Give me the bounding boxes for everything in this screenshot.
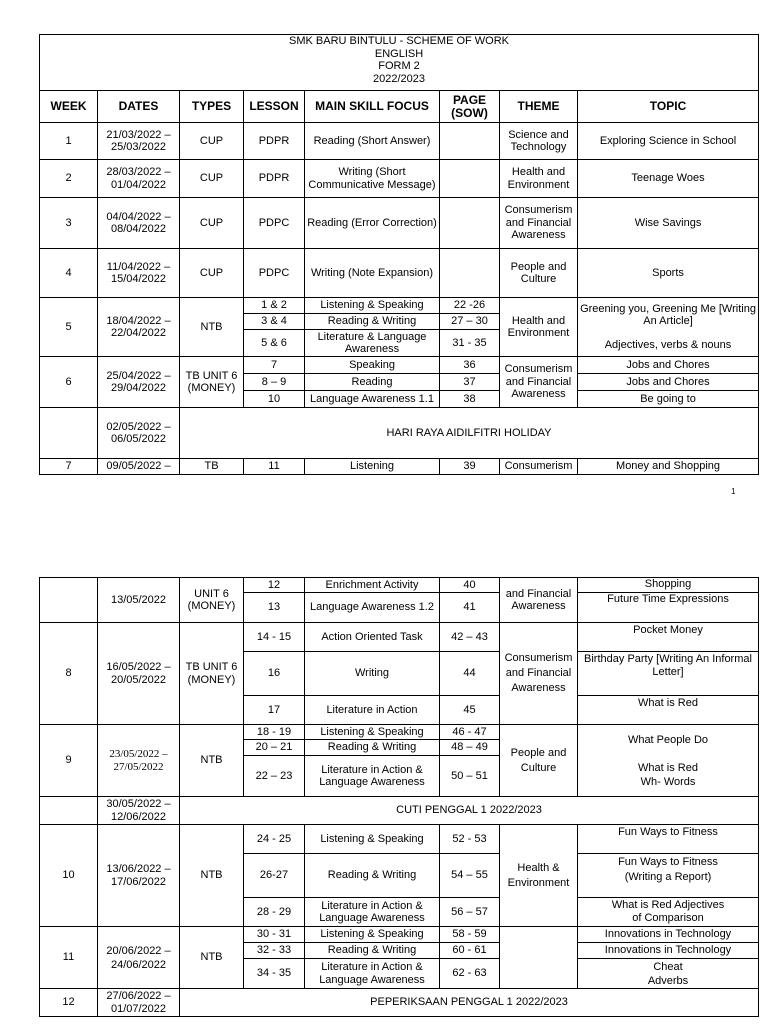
week-dates: 28/03/2022 – 01/04/2022 xyxy=(98,160,180,198)
sow-page: 60 - 61 xyxy=(440,943,500,959)
theme: Health & Environment xyxy=(500,825,578,927)
holiday-label: HARI RAYA AIDILFITRI HOLIDAY xyxy=(180,408,759,459)
lesson-type: CUP xyxy=(180,198,244,249)
lesson-number: 17 xyxy=(244,696,305,725)
lesson-type: NTB xyxy=(180,927,244,989)
topic-line: Adjectives, verbs & nouns xyxy=(604,338,732,351)
sow-page: 37 xyxy=(440,374,500,391)
theme: Consumerism and Financial Awareness xyxy=(500,623,578,725)
lesson-type: NTB xyxy=(180,725,244,797)
week-dates: 04/04/2022 – 08/04/2022 xyxy=(98,198,180,249)
week-number: 4 xyxy=(40,249,98,298)
sow-page: 27 – 30 xyxy=(440,314,500,330)
lesson-number: 12 xyxy=(244,578,305,593)
week-number xyxy=(40,797,98,825)
table-row xyxy=(40,578,759,593)
skill-focus: Writing (Short Communicative Message) xyxy=(305,160,440,198)
lesson-number: 3 & 4 xyxy=(244,314,305,330)
week-dates: 25/04/2022 – 29/04/2022 xyxy=(98,357,180,408)
table-row xyxy=(40,725,759,740)
week-dates: 13/05/2022 xyxy=(98,578,180,623)
week-number: 5 xyxy=(40,298,98,357)
lesson-number: 32 - 33 xyxy=(244,943,305,959)
skill-focus: Literature in Action xyxy=(305,696,440,725)
header-skill: MAIN SKILL FOCUS xyxy=(305,91,440,123)
sow-page: 56 – 57 xyxy=(440,898,500,927)
week-number: 12 xyxy=(40,989,98,1017)
sow-page: 40 xyxy=(440,578,500,593)
table-row xyxy=(40,825,759,854)
title-school: SMK BARU BINTULU - SCHEME OF WORK xyxy=(289,35,510,47)
table-row xyxy=(40,160,759,198)
theme: Science and Technology xyxy=(500,123,578,160)
sow-page: 45 xyxy=(440,696,500,725)
sow-page: 46 - 47 xyxy=(440,725,500,740)
sow-page: 36 xyxy=(440,357,500,374)
topic: Innovations in Technology xyxy=(578,927,759,943)
topic-line: What is Red xyxy=(638,761,698,774)
lesson-number: 16 xyxy=(244,652,305,696)
lesson-number: 28 - 29 xyxy=(244,898,305,927)
topic-line: Cheat xyxy=(653,960,683,973)
topic: Innovations in Technology xyxy=(578,943,759,959)
topic-line: What People Do xyxy=(627,733,709,746)
topic xyxy=(578,959,759,989)
sow-page: 22 -26 xyxy=(440,298,500,314)
theme: and Financial Awareness xyxy=(500,578,578,623)
skill-focus: Enrichment Activity xyxy=(305,578,440,593)
week-number: 11 xyxy=(40,927,98,989)
week-number: 3 xyxy=(40,198,98,249)
week-dates: 02/05/2022 – 06/05/2022 xyxy=(98,408,180,459)
skill-focus: Reading (Short Answer) xyxy=(305,123,440,160)
topic: What is Red Adjectives of Comparison xyxy=(578,898,759,927)
skill-focus: Literature & Language Awareness xyxy=(305,330,440,357)
theme: Consumerism xyxy=(500,459,578,475)
holiday-label: CUTI PENGGAL 1 2022/2023 xyxy=(180,797,759,825)
lesson-number: 24 - 25 xyxy=(244,825,305,854)
lesson-number: PDPR xyxy=(244,123,305,160)
week-dates: 11/04/2022 – 15/04/2022 xyxy=(98,249,180,298)
table-row xyxy=(40,249,759,298)
skill-focus: Language Awareness 1.1 xyxy=(305,391,440,408)
table-row xyxy=(40,298,759,314)
topic-line: Adverbs xyxy=(647,974,689,987)
topic: Pocket Money xyxy=(578,623,759,652)
title-subject: ENGLISH xyxy=(374,47,424,60)
lesson-number: 18 - 19 xyxy=(244,725,305,740)
lesson-type: NTB xyxy=(180,298,244,357)
topic: Birthday Party [Writing An Informal Letter] xyxy=(578,652,759,696)
skill-focus: Language Awareness 1.2 xyxy=(305,593,440,623)
topic: Fun Ways to Fitness (Writing a Report) xyxy=(578,854,759,898)
header-page: PAGE (SOW) xyxy=(440,91,500,123)
lesson-number: 11 xyxy=(244,459,305,475)
week-number: 10 xyxy=(40,825,98,927)
topic: Jobs and Chores xyxy=(578,357,759,374)
skill-focus: Literature in Action & Language Awareness xyxy=(305,898,440,927)
lesson-number: 34 - 35 xyxy=(244,959,305,989)
week-dates: 13/06/2022 – 17/06/2022 xyxy=(98,825,180,927)
sow-page: 41 xyxy=(440,593,500,623)
theme: People and Culture xyxy=(500,249,578,298)
scheme-table-page-1 xyxy=(39,34,759,475)
topic xyxy=(578,725,759,797)
skill-focus: Listening xyxy=(305,459,440,475)
header-week: WEEK xyxy=(40,91,98,123)
week-number: 1 xyxy=(40,123,98,160)
week-number: 2 xyxy=(40,160,98,198)
lesson-number: 20 – 21 xyxy=(244,740,305,756)
week-number: 9 xyxy=(40,725,98,797)
lesson-number: 1 & 2 xyxy=(244,298,305,314)
lesson-type: NTB xyxy=(180,825,244,927)
skill-focus: Reading & Writing xyxy=(305,854,440,898)
lesson-number: 10 xyxy=(244,391,305,408)
table-row xyxy=(40,459,759,475)
skill-focus: Literature in Action & Language Awareness xyxy=(305,756,440,797)
topic: Exploring Science in School xyxy=(578,123,759,160)
topic xyxy=(578,298,759,357)
lesson-type: UNIT 6 (MONEY) xyxy=(180,578,244,623)
exam-label: PEPERIKSAAN PENGGAL 1 2022/2023 xyxy=(180,989,759,1017)
table-row xyxy=(40,198,759,249)
sow-page: 50 – 51 xyxy=(440,756,500,797)
topic: Teenage Woes xyxy=(578,160,759,198)
sow-page: 38 xyxy=(440,391,500,408)
week-number: 6 xyxy=(40,357,98,408)
week-dates: 20/06/2022 – 24/06/2022 xyxy=(98,927,180,989)
scheme-table-page-2 xyxy=(39,577,759,1017)
theme: People and Culture xyxy=(500,725,578,797)
lesson-number: PDPR xyxy=(244,160,305,198)
lesson-number: 5 & 6 xyxy=(244,330,305,357)
sow-page xyxy=(440,123,500,160)
lesson-type: TB UNIT 6 (MONEY) xyxy=(180,357,244,408)
lesson-number: 7 xyxy=(244,357,305,374)
table-row xyxy=(40,357,759,374)
header-lesson: LESSON xyxy=(244,91,305,123)
sow-page xyxy=(440,249,500,298)
week-dates: 09/05/2022 – xyxy=(98,459,180,475)
title-form: FORM 2 xyxy=(378,60,420,72)
sow-page xyxy=(440,160,500,198)
skill-focus: Action Oriented Task xyxy=(305,623,440,652)
week-dates: 30/05/2022 – 12/06/2022 xyxy=(98,797,180,825)
theme: Consumerism and Financial Awareness xyxy=(500,198,578,249)
theme xyxy=(500,927,578,989)
topic: Future Time Expressions xyxy=(578,593,759,623)
week-dates: 27/06/2022 – 01/07/2022 xyxy=(98,989,180,1017)
sow-page: 52 - 53 xyxy=(440,825,500,854)
header-types: TYPES xyxy=(180,91,244,123)
lesson-number: 22 – 23 xyxy=(244,756,305,797)
skill-focus: Listening & Speaking xyxy=(305,825,440,854)
holiday-row xyxy=(40,408,759,459)
topic: Sports xyxy=(578,249,759,298)
week-dates: 18/04/2022 – 22/04/2022 xyxy=(98,298,180,357)
topic: What is Red xyxy=(578,696,759,725)
table-row xyxy=(40,623,759,652)
title-year: 2022/2023 xyxy=(373,72,426,85)
document-title xyxy=(40,35,759,91)
table-row xyxy=(40,989,759,1017)
skill-focus: Reading & Writing xyxy=(305,943,440,959)
sow-page: 42 – 43 xyxy=(440,623,500,652)
skill-focus: Writing (Note Expansion) xyxy=(305,249,440,298)
topic: Fun Ways to Fitness xyxy=(578,825,759,854)
topic: Money and Shopping xyxy=(578,459,759,475)
lesson-type: CUP xyxy=(180,160,244,198)
skill-focus: Listening & Speaking xyxy=(305,927,440,943)
lesson-type: TB xyxy=(180,459,244,475)
skill-focus: Reading & Writing xyxy=(305,314,440,330)
skill-focus: Reading (Error Correction) xyxy=(305,198,440,249)
week-number xyxy=(40,578,98,623)
topic-line: Greening you, Greening Me [Writing An Article] xyxy=(580,302,756,328)
sow-page: 62 - 63 xyxy=(440,959,500,989)
sow-page: 44 xyxy=(440,652,500,696)
sow-page: 39 xyxy=(440,459,500,475)
table-row xyxy=(40,927,759,943)
lesson-type: CUP xyxy=(180,249,244,298)
week-number: 8 xyxy=(40,623,98,725)
topic: Jobs and Chores xyxy=(578,374,759,391)
week-number: 7 xyxy=(40,459,98,475)
sow-page: 54 – 55 xyxy=(440,854,500,898)
lesson-number: 26-27 xyxy=(244,854,305,898)
week-dates: 21/03/2022 – 25/03/2022 xyxy=(98,123,180,160)
sow-page xyxy=(440,198,500,249)
sow-page: 48 – 49 xyxy=(440,740,500,756)
lesson-number: 8 – 9 xyxy=(244,374,305,391)
sow-page: 58 - 59 xyxy=(440,927,500,943)
topic-line: Wh- Words xyxy=(640,775,696,788)
skill-focus: Literature in Action & Language Awareness xyxy=(305,959,440,989)
skill-focus: Reading & Writing xyxy=(305,740,440,756)
header-theme: THEME xyxy=(500,91,578,123)
skill-focus: Speaking xyxy=(305,357,440,374)
week-dates: 16/05/2022 – 20/05/2022 xyxy=(98,623,180,725)
skill-focus: Reading xyxy=(305,374,440,391)
page-number: 1 xyxy=(731,487,736,496)
topic: Be going to xyxy=(578,391,759,408)
week-number xyxy=(40,408,98,459)
header-topic: TOPIC xyxy=(578,91,759,123)
theme: Health and Environment xyxy=(500,160,578,198)
week-dates: 23/05/2022 – 27/05/2022 xyxy=(98,725,180,797)
lesson-number: PDPC xyxy=(244,249,305,298)
skill-focus: Listening & Speaking xyxy=(305,725,440,740)
header-dates: DATES xyxy=(98,91,180,123)
lesson-type: TB UNIT 6 (MONEY) xyxy=(180,623,244,725)
lesson-number: 30 - 31 xyxy=(244,927,305,943)
topic: Wise Savings xyxy=(578,198,759,249)
header-row xyxy=(40,91,759,123)
lesson-number: 14 - 15 xyxy=(244,623,305,652)
topic: Shopping xyxy=(578,578,759,593)
theme: Health and Environment xyxy=(500,298,578,357)
lesson-type: CUP xyxy=(180,123,244,160)
skill-focus: Listening & Speaking xyxy=(305,298,440,314)
skill-focus: Writing xyxy=(305,652,440,696)
lesson-number: PDPC xyxy=(244,198,305,249)
sow-page: 31 - 35 xyxy=(440,330,500,357)
theme: Consumerism and Financial Awareness xyxy=(500,357,578,408)
table-row xyxy=(40,123,759,160)
lesson-number: 13 xyxy=(244,593,305,623)
holiday-row xyxy=(40,797,759,825)
